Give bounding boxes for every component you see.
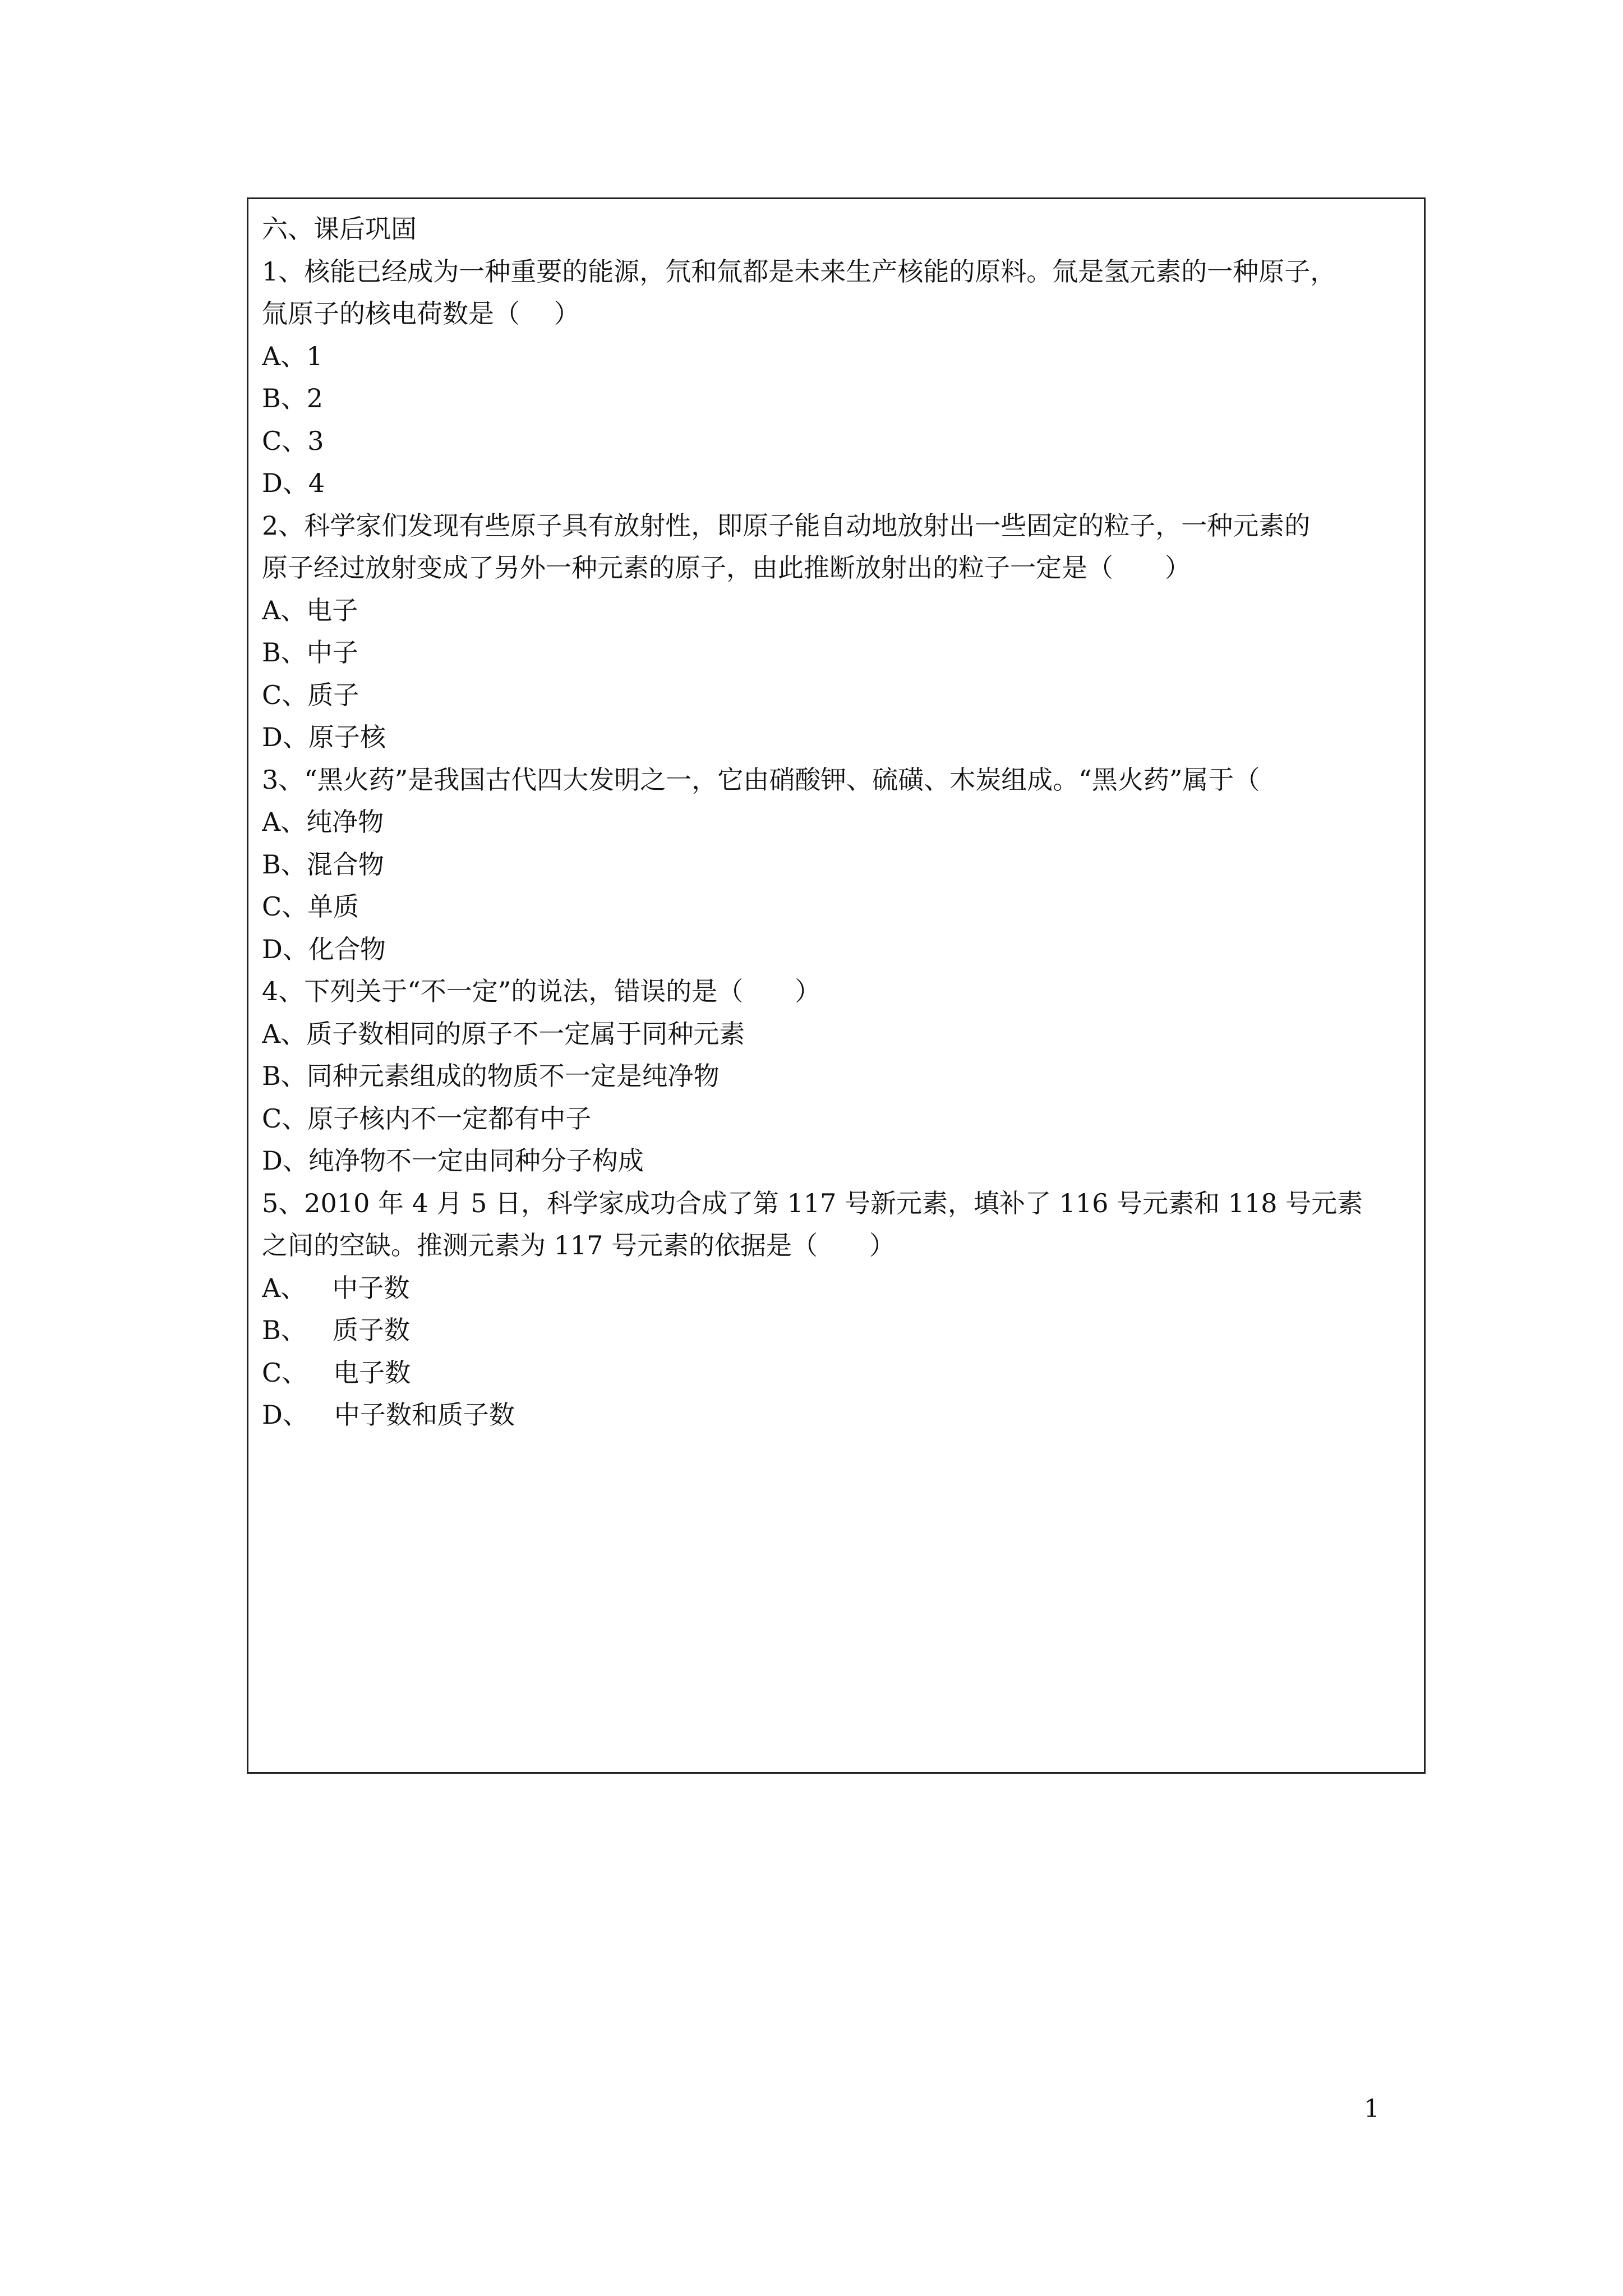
question-2-option-d: D、原子核 [262, 722, 386, 752]
question-1-stem-line-2: 氚原子的核电荷数是（ ） [262, 298, 580, 329]
question-1-stem-line-1: 1、核能已经成为一种重要的能源，氘和氚都是未来生产核能的原料。氚是氢元素的一种原子， [262, 256, 1336, 287]
question-4-option-a: A、质子数相同的原子不一定属于同种元素 [262, 1018, 745, 1049]
question-5-stem-line-1: 5、2010 年 4 月 5 日，科学家成功合成了第 117 号新元素，填补了 116 号元素和 118 号元素 [262, 1188, 1363, 1218]
question-4-option-c: C、原子核内不一定都有中子 [262, 1103, 592, 1134]
page-number: 1 [1364, 2095, 1380, 2123]
question-3-option-a: A、纯净物 [262, 807, 384, 837]
question-5-option-b-letter: B、 [262, 1315, 307, 1345]
question-3-option-b: B、混合物 [262, 849, 384, 880]
question-5-stem-line-2: 之间的空缺。推测元素为 117 号元素的依据是（ ） [262, 1230, 896, 1260]
question-3-stem-line-1: 3、“黑火药”是我国古代四大发明之一，它由硝酸钾、硫磺、木炭组成。“黑火药”属于（ [262, 764, 1260, 795]
question-5-option-d-text: 中子数和质子数 [334, 1400, 515, 1430]
question-5-option-b [262, 1309, 1410, 1352]
question-2-stem-line-2: 原子经过放射变成了另外一种元素的原子，由此推断放射出的粒子一定是（ ） [262, 553, 1191, 583]
question-4-stem-line-1: 4、下列关于“不一定”的说法，错误的是（ ） [262, 976, 821, 1006]
question-4-option-b: B、同种元素组成的物质不一定是纯净物 [262, 1061, 720, 1091]
question-4-option-d: D、纯净物不一定由同种分子构成 [262, 1145, 644, 1176]
question-3-option-c: C、单质 [262, 891, 359, 922]
question-5-option-c-text: 电子数 [333, 1357, 411, 1388]
question-5-option-c-letter: C、 [262, 1357, 308, 1388]
question-1-option-d: D、4 [262, 468, 325, 498]
question-2-option-a: A、电子 [262, 595, 358, 625]
question-1-option-c: C、3 [262, 425, 324, 456]
question-5-option-c [262, 1352, 1410, 1395]
question-5-option-a [262, 1267, 1410, 1310]
exercise-box [247, 197, 1426, 1774]
section-title: 六、课后巩固 [262, 214, 417, 244]
question-2-stem-line-1: 2、科学家们发现有些原子具有放射性，即原子能自动地放射出一些固定的粒子，一种元素的 [262, 510, 1311, 541]
question-2-option-c: C、质子 [262, 679, 359, 710]
question-5-option-d [262, 1394, 1410, 1437]
question-5-option-a-text: 中子数 [332, 1272, 410, 1303]
question-1-option-a: A、1 [262, 341, 323, 371]
question-5-option-d-letter: D、 [262, 1400, 308, 1430]
question-5-option-a-letter: A、 [262, 1272, 307, 1303]
question-2-option-b: B、中子 [262, 637, 358, 668]
question-5-option-b-text: 质子数 [332, 1315, 410, 1345]
question-3-option-d: D、化合物 [262, 933, 386, 964]
question-1-option-b: B、2 [262, 383, 324, 413]
